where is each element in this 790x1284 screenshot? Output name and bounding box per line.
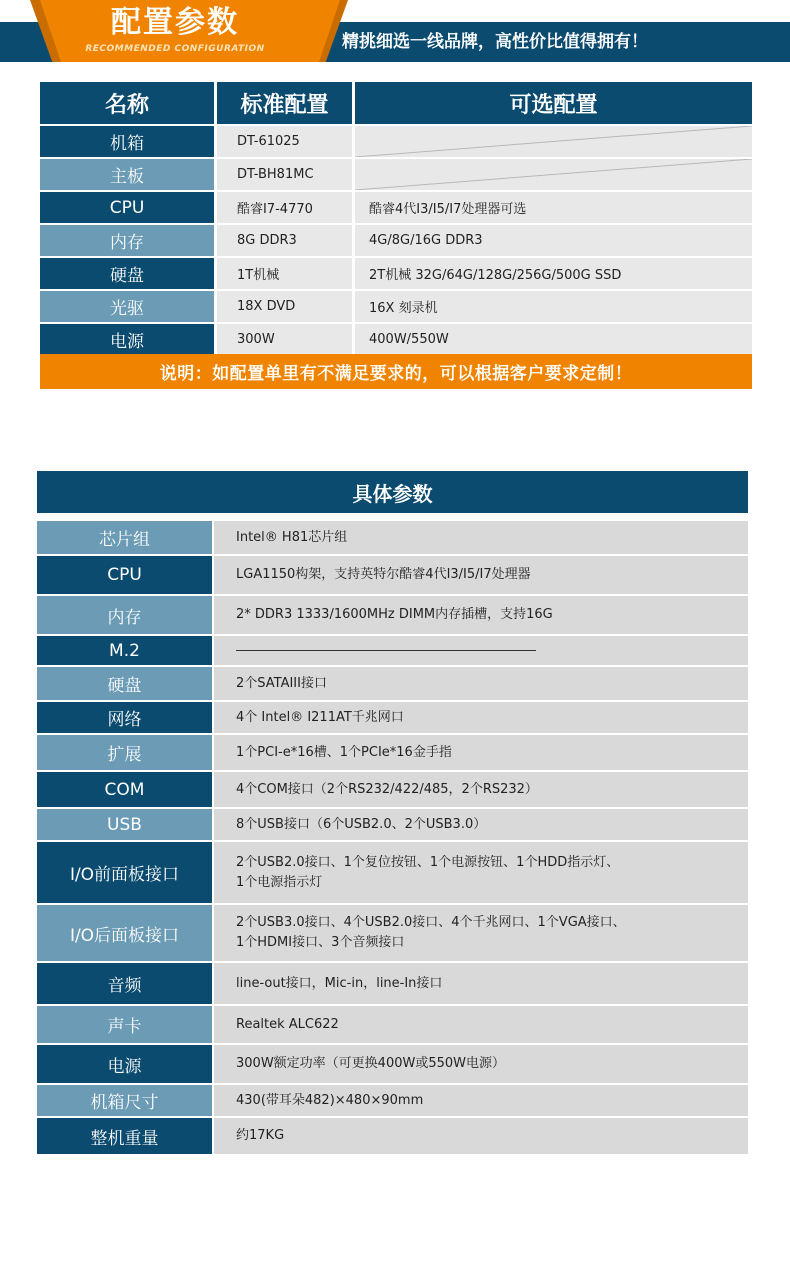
spec-value-line: Realtek ALC622 <box>236 1016 339 1032</box>
spec-value-line: 1个PCI-e*16槽、1个PCIe*16金手指 <box>236 744 452 760</box>
spec-value <box>214 735 748 770</box>
spec-row <box>37 521 748 554</box>
config-row <box>40 192 752 223</box>
spec-value <box>214 1006 748 1043</box>
spec-row <box>37 735 748 770</box>
config-row <box>40 291 752 322</box>
spec-value <box>214 521 748 554</box>
spec-row <box>37 556 748 594</box>
spec-name: 硬盘 <box>37 667 212 700</box>
spec-name: 声卡 <box>37 1006 212 1043</box>
spec-value-line: 2个USB3.0接口、4个USB2.0接口、4个千兆网口、1个VGA接口、 <box>236 915 626 930</box>
spec-name: 整机重量 <box>37 1118 212 1154</box>
config-row-name: CPU <box>40 192 214 223</box>
spec-value <box>214 809 748 840</box>
spec-name: 扩展 <box>37 735 212 770</box>
spec-row <box>37 842 748 903</box>
spec-row <box>37 702 748 733</box>
config-row-standard: DT-61025 <box>217 126 352 157</box>
config-row-name: 电源 <box>40 324 214 355</box>
spec-row <box>37 596 748 634</box>
spec-row <box>37 905 748 961</box>
spec-name: I/O后面板接口 <box>37 905 212 961</box>
spec-name: 芯片组 <box>37 521 212 554</box>
config-row-name: 光驱 <box>40 291 214 322</box>
specs-title: 具体参数 <box>37 471 748 513</box>
config-row <box>40 159 752 190</box>
spec-name: 电源 <box>37 1045 212 1083</box>
spec-value-line: 2个USB2.0接口、1个复位按钮、1个电源按钮、1个HDD指示灯、 <box>236 854 620 870</box>
config-row <box>40 126 752 157</box>
header-banner <box>0 0 790 62</box>
spec-value-line: line-out接口，Mic-in，line-In接口 <box>236 975 443 991</box>
config-table <box>40 82 752 355</box>
banner-title: 配置参数 <box>111 5 239 40</box>
config-row-name: 内存 <box>40 225 214 256</box>
config-row-optional: 4G/8G/16G DDR3 <box>355 225 752 256</box>
spec-value-line: 2* DDR3 1333/1600MHz DIMM内存插槽，支持16G <box>236 607 553 622</box>
config-row-name: 硬盘 <box>40 258 214 289</box>
spec-value-line: 2个SATAIII接口 <box>236 675 327 691</box>
spec-row <box>37 1045 748 1083</box>
spec-value <box>214 556 748 594</box>
spec-value <box>214 1118 748 1154</box>
spec-value <box>214 963 748 1004</box>
spec-value <box>214 772 748 807</box>
spec-value-line: 4个COM接口（2个RS232/422/485，2个RS232） <box>236 781 538 797</box>
spec-name: COM <box>37 772 212 807</box>
config-row-standard: 酷睿I7-4770 <box>217 192 352 223</box>
config-row-optional: 2T机械 32G/64G/128G/256G/500G SSD <box>355 258 752 289</box>
config-row <box>40 225 752 256</box>
spec-name: M.2 <box>37 636 212 665</box>
config-header-optional: 可选配置 <box>355 82 752 124</box>
config-row-optional-empty <box>355 126 752 157</box>
spec-value-line: 4个 Intel® I211AT千兆网口 <box>236 709 404 725</box>
spec-name: CPU <box>37 556 212 594</box>
spec-name: 机箱尺寸 <box>37 1085 212 1116</box>
spec-value <box>214 667 748 700</box>
spec-row <box>37 636 748 665</box>
config-row-standard: 18X DVD <box>217 291 352 322</box>
config-row-standard: 8G DDR3 <box>217 225 352 256</box>
config-row-standard: 300W <box>217 324 352 355</box>
config-note: 说明：如配置单里有不满足要求的，可以根据客户要求定制！ <box>40 354 752 389</box>
config-row-name: 机箱 <box>40 126 214 157</box>
spec-name: 网络 <box>37 702 212 733</box>
spec-value-line: 1个电源指示灯 <box>236 874 323 890</box>
spec-row <box>37 1006 748 1043</box>
spec-row <box>37 809 748 840</box>
config-row-standard: 1T机械 <box>217 258 352 289</box>
spec-value-line: 约17KG <box>236 1128 285 1143</box>
config-header-standard: 标准配置 <box>217 82 352 124</box>
diagonal-slash <box>355 159 752 190</box>
spec-value <box>214 1045 748 1083</box>
spec-value-line: 300W额定功率（可更换400W或550W电源） <box>236 1056 506 1071</box>
spec-row <box>37 1118 748 1154</box>
spec-name: 音频 <box>37 963 212 1004</box>
diagonal-slash <box>355 126 752 157</box>
config-header-row <box>40 82 752 124</box>
spec-row <box>37 1085 748 1116</box>
spec-value-line: 8个USB接口（6个USB2.0、2个USB3.0） <box>236 816 487 832</box>
spec-value-line: 430(带耳朵482)×480×90mm <box>236 1092 424 1108</box>
spec-row <box>37 667 748 700</box>
config-row-optional: 酷睿4代I3/I5/I7处理器可选 <box>355 192 752 223</box>
config-row-optional: 400W/550W <box>355 324 752 355</box>
spec-value <box>214 636 748 665</box>
specs-table <box>37 521 748 1156</box>
config-row <box>40 324 752 355</box>
spec-value <box>214 596 748 634</box>
config-row-name: 主板 <box>40 159 214 190</box>
spec-value-line: Intel® H81芯片组 <box>236 529 348 545</box>
spec-name: I/O前面板接口 <box>37 842 212 903</box>
spec-value <box>214 1085 748 1116</box>
spec-value <box>214 702 748 733</box>
config-header-name: 名称 <box>40 82 214 124</box>
spec-value-line: LGA1150构架，支持英特尔酷睿4代I3/I5/I7处理器 <box>236 567 531 582</box>
spec-value-line: 1个HDMI接口、3个音频接口 <box>236 935 405 950</box>
spec-empty-line <box>236 650 536 651</box>
config-row-optional-empty <box>355 159 752 190</box>
banner-slogan: 精挑细选一线品牌，高性价比值得拥有！ <box>342 32 648 52</box>
spec-row <box>37 772 748 807</box>
spec-row <box>37 963 748 1004</box>
config-row-optional: 16X 刻录机 <box>355 291 752 322</box>
config-row <box>40 258 752 289</box>
banner-subtitle: RECOMMENDED CONFIGURATION <box>85 44 265 54</box>
spec-value <box>214 905 748 961</box>
spec-value <box>214 842 748 903</box>
config-row-standard: DT-BH81MC <box>217 159 352 190</box>
spec-name: USB <box>37 809 212 840</box>
spec-name: 内存 <box>37 596 212 634</box>
